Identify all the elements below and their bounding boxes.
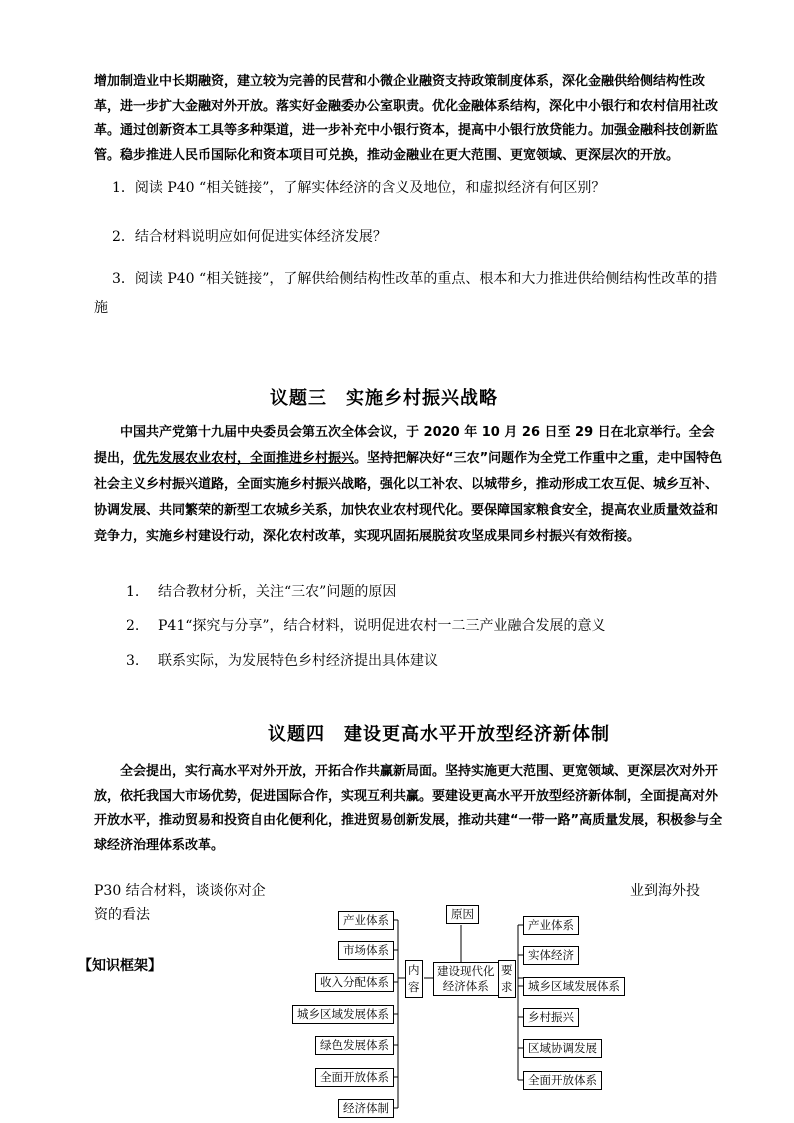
topic4-question-right: 业到海外投 bbox=[630, 883, 700, 899]
framework-label: 【知识框架】 bbox=[78, 958, 162, 974]
section2-question-1: 1．阅读 P40 “相关链接”，了解实体经济的含义及地位，和虚拟经济有何区别？ bbox=[112, 180, 606, 196]
framework-require-label bbox=[498, 960, 516, 998]
content-item: 经济体制 bbox=[338, 1099, 394, 1118]
content-item: 全面开放体系 bbox=[315, 1068, 394, 1087]
require-item: 区域协调发展 bbox=[523, 1039, 602, 1058]
framework-content-label bbox=[405, 960, 423, 998]
section2-question-2: 2．结合材料说明应如何促进实体经济发展？ bbox=[112, 229, 387, 245]
section2-paragraph: 增加制造业中长期融资，建立较为完善的民营和小微企业融资支持政策制度体系，深化金融供给侧结构性改革，进一步扩大金融对外开放。落实好金融委办公室职责。优化金融体系结构，深化中小银行和农村信用社改革。通过创新资本工具等多种渠道，进一步补充中小银行资本，提高中小银行放贷能力。加强金融科技创新监管。稳步推进人民币国际化和资本项目可兑换，推动金融业在更大范围、更宽领域、更深层次的开放。 bbox=[94, 74, 719, 163]
question-number: 1. bbox=[126, 584, 140, 600]
require-item: 乡村振兴 bbox=[523, 1008, 579, 1027]
require-item: 全面开放体系 bbox=[523, 1071, 602, 1090]
content-item: 绿色发展体系 bbox=[315, 1036, 394, 1055]
topic3-title: 议题三 实施乡村振兴战略 bbox=[270, 388, 498, 409]
framework-center-box bbox=[433, 962, 499, 996]
question-number: 3. bbox=[126, 653, 140, 669]
section2-question-3: 3．阅读 P40 “相关链接”，了解供给侧结构性改革的重点、根本和大力推进供给侧结构性改革的措施 bbox=[94, 271, 718, 316]
require-label-char-1: 要 bbox=[501, 963, 513, 977]
topic3-text-underlined: 优先发展农业农村，全面推进乡村振兴 bbox=[133, 451, 355, 466]
topic4-paragraph: 全会提出，实行高水平对外开放，开拓合作共赢新局面。坚持实施更大范围、更宽领域、更深层次对外开放，依托我国大市场优势，促进国际合作，实现互利共赢。要建设更高水平开放型经济新体制，全面提高对外开放水平，推动贸易和投资自由化便利化，推进贸易创新发展，推动共建“一带一路”高质量发展，积极参与全球经济治理体系改革。 bbox=[94, 764, 723, 853]
content-label-char-1: 内 bbox=[408, 963, 420, 977]
framework-reason-box: 原因 bbox=[446, 905, 479, 924]
topic4-title: 议题四 建设更高水平开放型经济新体制 bbox=[268, 724, 610, 745]
topic3-text-after: 。坚持把解决好“三农”问题作为全党工作重中之重，走中国特色社会主义乡村振兴道路，全面实施乡村振兴战略，强化以工补农、以城带乡，推动形成工农互促、城乡互补、协调发展、共同繁荣的新型工农城乡关系，加快农业农村现代化。要保障国家粮食安全，提高农业质量效益和竞争力，实施乡村建设行动，深化农村改革，实现巩固拓展脱贫攻坚成果同乡村振兴有效衔接。 bbox=[94, 451, 723, 544]
center-line-1: 建设现代化 bbox=[437, 964, 495, 978]
require-item: 产业体系 bbox=[523, 916, 579, 935]
content-item: 产业体系 bbox=[338, 911, 394, 930]
content-item: 收入分配体系 bbox=[315, 973, 394, 992]
topic3-text-before: 中国共产党第十九届中央委员会第五次全体会议，于 2020 年 10 月 26 日至 29 日在北京举行。全会提出， bbox=[94, 425, 715, 466]
topic4-question-line2: 资的看法 bbox=[94, 907, 150, 923]
topic4-question-left: P30 结合材料，谈谈你对企 bbox=[94, 883, 266, 899]
require-label-char-2: 求 bbox=[501, 980, 513, 994]
require-item: 城乡区域发展体系 bbox=[523, 977, 625, 996]
question-text: P41“探究与分享”，结合材料，说明促进农村一二三产业融合发展的意义 bbox=[158, 618, 606, 634]
question-number: 2. bbox=[126, 618, 140, 634]
content-item: 市场体系 bbox=[338, 941, 394, 960]
require-item: 实体经济 bbox=[523, 946, 579, 965]
center-line-2: 经济体系 bbox=[442, 979, 489, 993]
content-item: 城乡区域发展体系 bbox=[292, 1005, 394, 1024]
content-label-char-2: 容 bbox=[408, 980, 420, 994]
question-text: 联系实际，为发展特色乡村经济提出具体建议 bbox=[158, 653, 438, 669]
question-text: 结合教材分析，关注“三农”问题的原因 bbox=[158, 584, 397, 600]
